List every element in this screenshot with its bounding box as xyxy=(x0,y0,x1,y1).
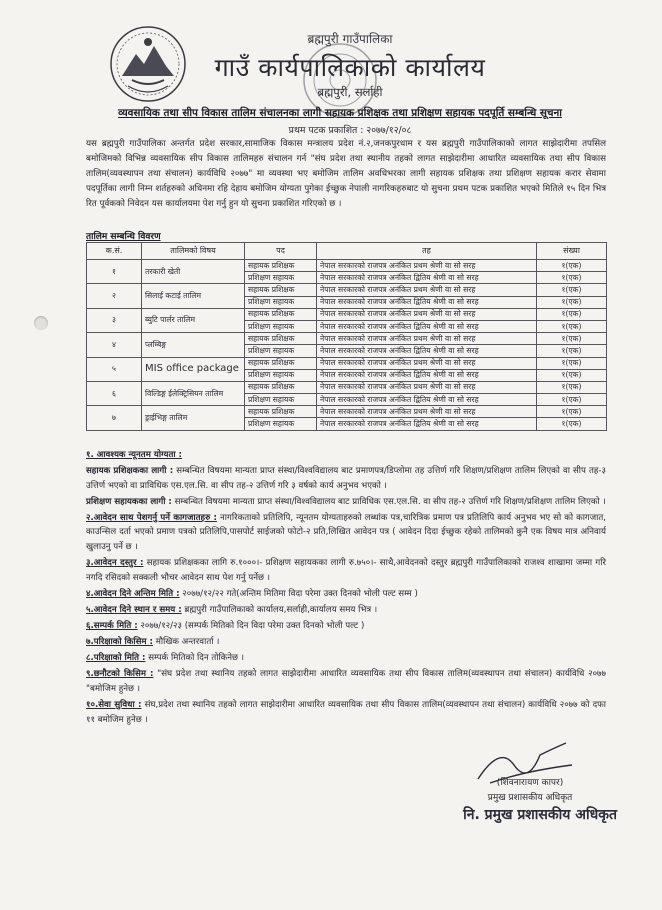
cell-subject: सिलाई कटाई तालिम xyxy=(142,284,245,308)
table-header-row xyxy=(87,243,607,260)
office-name: गाउँ कार्यपालिकाको कार्यालय xyxy=(214,53,486,82)
exam-date-item xyxy=(86,651,606,666)
exam-type-item xyxy=(86,635,606,650)
cell-level: नेपाल सरकारको राजपत्र अनंकित प्रथम श्रेणी वा सो सरह xyxy=(317,308,537,320)
cell-level: नेपाल सरकारको राजपत्र अनंकित प्रथम श्रेणी वा सो सरह xyxy=(317,284,537,296)
header-subject: तालिमको विषय xyxy=(142,243,245,260)
asst-trainer-text: सम्बन्धित विषयमा मान्यता प्राप्त संस्था/विश्वविद्यालय बाट प्रमाणपत्र/डिप्लोमा तह उत्तिर्ण गरि शिक्षण/प्रशिक्षण तालिम लिएको वा सीप तह-३ उत्तिर्ण भएको वा प्राविधिक एस.एल.सि. वा सीप तह-२ उत्तिर्ण गरि ३ वर्षको कार्य अनुभव भएको । xyxy=(86,466,606,491)
cell-level: नेपाल सरकारको राजपत्र अनंकित द्वितिय श्रेणी वा सो सरह xyxy=(317,418,537,430)
exam-date-label: ८.परिक्षाको मिति : xyxy=(86,653,146,664)
deadline-item xyxy=(86,587,606,602)
place-text: ब्रह्मपुरी गाउँपालिकाको कार्यालय,सर्लाही,कार्यालय समय भित्र । xyxy=(184,604,378,615)
cell-sn: ७ xyxy=(87,406,142,430)
table-label: तालिम सम्बन्धि विवरण xyxy=(86,232,161,242)
cell-count: १(एक) xyxy=(537,345,607,357)
place-label: ५.आवेदन दिने स्थान र समय : xyxy=(86,604,182,615)
cell-level: नेपाल सरकारको राजपत्र अनंकित प्रथम श्रेणी वा सो सरह xyxy=(317,381,537,393)
cell-count: १(एक) xyxy=(537,260,607,272)
selection-label: ९.छनौटको किसिम : xyxy=(86,669,154,680)
cell-level: नेपाल सरकारको राजपत्र अनंकित द्वितिय श्रेणी वा सो सरह xyxy=(317,320,537,332)
table-row xyxy=(87,406,607,418)
punch-hole xyxy=(34,316,48,330)
signatory-name: (शिवनारायण कापर) xyxy=(496,778,564,788)
office-location: ब्रह्मपुरी, सर्लाही xyxy=(317,85,383,99)
cell-post: प्रशिक्षण सहायक xyxy=(245,296,317,308)
cell-post: सहायक प्रशिक्षक xyxy=(245,333,317,345)
facility-label: १०.सेवा सुविधा : xyxy=(86,700,142,710)
table-row xyxy=(87,381,607,393)
cell-sn: ६ xyxy=(87,381,142,405)
signatory-role: प्रमुख प्रशासकीय अधिकृत xyxy=(487,793,573,803)
cell-subject: ब्युटि पार्लर तालिम xyxy=(142,308,245,332)
contact-text: २०७७/१२/२३ (सम्पर्क मितिको दिन विदा परेमा उक्त दिनको भोली पल्ट ) xyxy=(140,621,365,632)
cell-count: १(एक) xyxy=(537,418,607,430)
documents-requirement xyxy=(86,511,606,555)
table-row xyxy=(87,308,607,320)
cell-level: नेपाल सरकारको राजपत्र अनंकित द्वितिय श्रेणी वा सो सरह xyxy=(317,394,537,406)
nepal-emblem-icon xyxy=(108,24,188,104)
table-row xyxy=(87,357,607,369)
qualification-heading xyxy=(86,448,606,463)
qualification-heading-label: १. आवश्यक न्यूनतम योग्यता : xyxy=(86,450,182,460)
cell-count: १(एक) xyxy=(537,320,607,332)
cell-level: नेपाल सरकारको राजपत्र अनंकित प्रथम श्रेणी वा सो सरह xyxy=(317,333,537,345)
contact-label: ६.सम्पर्क मिति : xyxy=(86,621,138,632)
header-sn: क.सं. xyxy=(87,243,142,260)
cell-level: नेपाल सरकारको राजपत्र अनंकित द्वितिय श्रेणी वा सो सरह xyxy=(317,272,537,284)
selection-text: "संघ प्रदेश तथा स्थानिय तहको लागत साझेदारीमा आधारित व्यवसायिक तथा सीप विकास तालिम(व्यवस्थापन तथा संचालन) कार्यविधि २०७७ "बमोजिम हुनेछ । xyxy=(86,669,606,694)
cell-level: नेपाल सरकारको राजपत्र अनंकित द्वितिय श्रेणी वा सो सरह xyxy=(317,296,537,308)
cell-post: प्रशिक्षण सहायक xyxy=(245,345,317,357)
cell-post: सहायक प्रशिक्षक xyxy=(245,284,317,296)
documents-text: नागरिकताको प्रतिलिपि, न्यूनतम योग्यताहरुको लब्धांक पत्र,चारित्रिक प्रमाण पत्र प्रतिलिपि कार्य अनुभव भए सो को कागजात, काउन्सिल दर्ता भएको प्रमाण पत्रको प्रतिलिपि,पासपोर्ट साईजको फोटो-२ प्रति,लिखित आवेदन पत्र ( आवेदन दिदा ईच्छुक रहेको तालिमको कुनै एक विषय मात्र अनिवार्य खुलाउनु पर्ने छ । xyxy=(86,512,606,553)
trainee-asst-text: सम्बन्धित विषयमा मान्यता प्राप्त संस्था/विश्वविद्यालय बाट प्राविधिक एस.एल.सि. वा सीप तह-२ उत्तिर्ण गरि शिक्षण/प्रशिक्षण तालिम लिएको । xyxy=(174,496,606,507)
header-post: पद xyxy=(245,243,317,260)
exam-type-text: मौखिक अन्तरवार्ता । xyxy=(155,637,220,648)
cell-level: नेपाल सरकारको राजपत्र अनंकित प्रथम श्रेणी वा सो सरह xyxy=(317,357,537,369)
cell-post: प्रशिक्षण सहायक xyxy=(245,418,317,430)
place-item xyxy=(86,603,606,618)
cell-post: प्रशिक्षण सहायक xyxy=(245,369,317,381)
cell-level: नेपाल सरकारको राजपत्र अनंकित प्रथम श्रेणी वा सो सरह xyxy=(317,406,537,418)
exam-type-label: ७.परिक्षाको किसिम : xyxy=(86,637,153,648)
cell-subject: विल्डिङ्ग ईलेक्ट्रिसियन तालिम xyxy=(142,381,245,405)
facility-text: संघ,प्रदेश तथा स्थानिय तहको लागत साझेदारीमा आधारित व्यवसायिक तथा सीप विकास तालिम(व्यवस्थापन तथा संचालन) कार्यविधि २०७७ को दफा ११ बमोजिम हुनेछ । xyxy=(86,700,607,725)
fee-requirement xyxy=(86,556,606,585)
intro-text: यस ब्रह्मपुरी गाउँपालिका अन्तर्गत प्रदेश सरकार,सामाजिक विकास मन्त्रालय प्रदेश नं.२,जनकपुरधाम र यस ब्रह्मपुरी गाउँपालिकाको लागत साझेदारीमा तपसिल बमोजिमको विभिन्न व्यवसायिक सीप विकास तालिमहरु संचालन गर्न "संघ प्रदेश तथा स्थानीय तहको लागत साझेदारीमा आधारित व्यवसायिक तथा सीप विकास तालिम(व्यवस्थापन तथा संचालन) कार्यविधि २०७७" मा व्यवस्था भए बमोजिम तालिम अवधिभरका लागी सहायक प्रशिक्षक तथा प्रशिक्षण सहायक करार सेवामा पदपूर्तिका लागी निम्न शर्तहरुको अधिनमा रहि देहाय बमोजिम योग्यता पुगेका ईच्छुक नेपाली नागरिकहरुबाट यो सुचना प्रथम पटक प्रकाशित भएको मितिले १५ दिन भित्र रित पूर्वकको निवेदन यस कार्यालयमा पेश गर्नु हुन यो सुचना प्रकाशित गरिएको छ । xyxy=(86,139,606,209)
municipality-name: ब्रह्मपुरी गाउँपालिका xyxy=(307,32,393,46)
notice-title: व्यवसायिक तथा सीप विकास तालिम संचालनका लागी सहायक प्रशिक्षक तथा प्रशिक्षण सहायक पदपूर्ति सम्बन्धि सूचना xyxy=(118,107,562,119)
fee-label: ३.आवेदन दस्तुर : xyxy=(86,558,144,569)
intro-paragraph xyxy=(86,137,606,212)
cell-post: सहायक प्रशिक्षक xyxy=(245,357,317,369)
cell-count: १(एक) xyxy=(537,381,607,393)
trainee-asst-requirement xyxy=(86,495,606,510)
cell-sn: १ xyxy=(87,260,142,284)
table-row xyxy=(87,333,607,345)
publish-date: प्रथम पटक प्रकाशित : २०७७/१२/०८ xyxy=(288,125,412,136)
facility-item xyxy=(86,698,606,727)
cell-post: प्रशिक्षण सहायक xyxy=(245,394,317,406)
cell-post: सहायक प्रशिक्षक xyxy=(245,406,317,418)
cell-sn: २ xyxy=(87,284,142,308)
selection-item xyxy=(86,667,606,696)
cell-count: १(एक) xyxy=(537,406,607,418)
documents-label: २.आवेदन साथ पेशगर्नु पर्ने कागजातहरु : xyxy=(86,512,217,523)
cell-count: १(एक) xyxy=(537,308,607,320)
trainee-asst-label: प्रशिक्षण सहायकका लागी : xyxy=(86,496,172,507)
cell-sn: ४ xyxy=(87,333,142,357)
conditions-section xyxy=(86,448,606,729)
header-level: तह xyxy=(317,243,537,260)
cell-level: नेपाल सरकारको राजपत्र अनंकित द्वितिय श्रेणी वा सो सरह xyxy=(317,369,537,381)
deadline-text: २०७७/१२/२२ गते(अन्तिम मितिमा विदा परेमा उक्त दिनको भोली पल्ट सम्म ) xyxy=(182,588,418,599)
fee-text: सहायक प्रशिक्षकका लागि रु.१०००।- प्रशिक्षण सहायकका लागी रु.७५०।- साथै,आवेदनको दस्तुर ब्रह्मपुरी गाउँपालिकाको राजश्व शाखामा जम्मा गरि नगदि रसिदको सक्कली भौचर आवेदन साथ पेश गर्नु पर्नेछ । xyxy=(86,558,606,583)
exam-date-text: सम्पर्क मितिको दिन तोकिनेछ । xyxy=(148,653,245,664)
cell-level: नेपाल सरकारको राजपत्र अनंकित द्वितिय श्रेणी वा सो सरह xyxy=(317,345,537,357)
cell-sn: ५ xyxy=(87,357,142,381)
cell-count: १(एक) xyxy=(537,369,607,381)
cell-post: प्रशिक्षण सहायक xyxy=(245,272,317,284)
cell-post: सहायक प्रशिक्षक xyxy=(245,381,317,393)
table-body xyxy=(87,260,607,431)
cell-subject: तरकारी खेती xyxy=(142,260,245,284)
cell-sn: ३ xyxy=(87,308,142,332)
asst-trainer-label: सहायक प्रशिक्षकका लागी : xyxy=(86,466,174,477)
cell-count: १(एक) xyxy=(537,284,607,296)
table-row xyxy=(87,260,607,272)
cell-count: १(एक) xyxy=(537,296,607,308)
cell-post: प्रशिक्षण सहायक xyxy=(245,320,317,332)
training-table xyxy=(86,242,607,431)
cell-post: सहायक प्रशिक्षक xyxy=(245,308,317,320)
cell-subject: ड्राईभिङ्ग तालिम xyxy=(142,406,245,430)
cell-subject: MIS office package xyxy=(142,357,245,381)
asst-trainer-requirement xyxy=(86,464,606,493)
header-count: संख्या xyxy=(537,243,607,260)
deadline-label: ४.आवेदन दिने अन्तिम मिति : xyxy=(86,588,180,599)
cell-level: नेपाल सरकारको राजपत्र अनंकित प्रथम श्रेणी वा सो सरह xyxy=(317,260,537,272)
cell-count: १(एक) xyxy=(537,357,607,369)
cell-subject: प्लम्बिङ्ग xyxy=(142,333,245,357)
signatory-stamp: नि. प्रमुख प्रशासकीय अधिकृत xyxy=(463,807,617,823)
cell-count: १(एक) xyxy=(537,333,607,345)
cell-count: १(एक) xyxy=(537,394,607,406)
contact-item xyxy=(86,619,606,634)
table-row xyxy=(87,284,607,296)
cell-count: १(एक) xyxy=(537,272,607,284)
cell-post: सहायक प्रशिक्षक xyxy=(245,260,317,272)
